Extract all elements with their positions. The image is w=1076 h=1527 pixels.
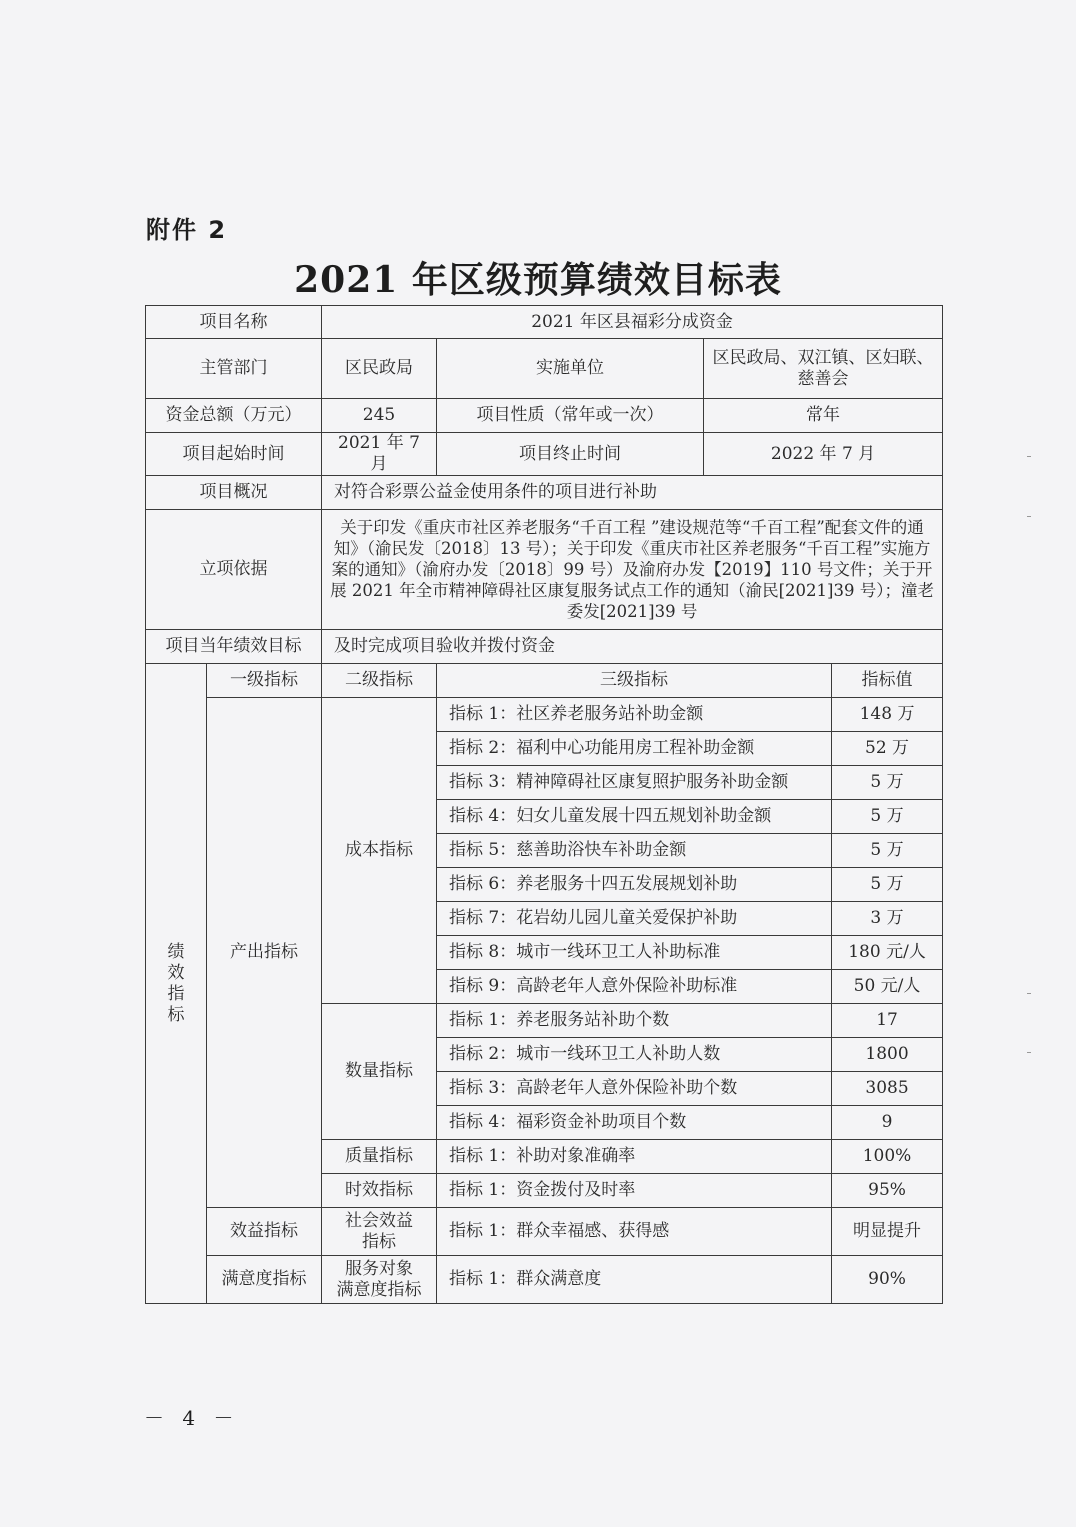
social-benefit-line1: 社会效益 [345, 1210, 413, 1231]
indicator-value: 5 万 [832, 800, 943, 834]
indicator-name: 指标 2：城市一线环卫工人补助人数 [437, 1038, 832, 1072]
dept-value: 区民政局 [322, 339, 437, 399]
service-satisfaction-label [322, 1256, 437, 1304]
page-number: － 4 － [144, 1406, 240, 1430]
indicator-value: 148 万 [832, 698, 943, 732]
satisfaction-indicator-label: 满意度指标 [207, 1256, 322, 1304]
overview-value: 对符合彩票公益金使用条件的项目进行补助 [322, 476, 943, 510]
indicator-value: 明显提升 [832, 1208, 943, 1256]
nature-value: 常年 [704, 399, 943, 433]
indicator-name: 指标 1：社区养老服务站补助金额 [437, 698, 832, 732]
end-label: 项目终止时间 [437, 433, 704, 476]
indicator-value: 5 万 [832, 834, 943, 868]
indicator-value: 5 万 [832, 868, 943, 902]
scan-mark [1027, 516, 1031, 517]
row-overview [146, 476, 943, 510]
indicator-name: 指标 4：妇女儿童发展十四五规划补助金额 [437, 800, 832, 834]
row-department [146, 339, 943, 399]
project-name-label: 项目名称 [146, 306, 322, 339]
start-label: 项目起始时间 [146, 433, 322, 476]
perf-char: 标 [167, 1004, 185, 1025]
nature-label: 项目性质（常年或一次） [437, 399, 704, 433]
indicator-value: 50 元/人 [832, 970, 943, 1004]
indicator-value: 1800 [832, 1038, 943, 1072]
perf-char: 效 [167, 962, 185, 983]
benefit-indicator-label: 效益指标 [207, 1208, 322, 1256]
impl-value-line2: 慈善会 [797, 368, 849, 389]
social-benefit-line2: 指标 [362, 1231, 396, 1252]
goal-label: 项目当年绩效目标 [146, 630, 322, 664]
indicator-name: 指标 3：精神障碍社区康复照护服务补助金额 [437, 766, 832, 800]
indicator-value: 3 万 [832, 902, 943, 936]
perf-char: 指 [167, 983, 185, 1004]
funds-value: 245 [322, 399, 437, 433]
indicator-name: 指标 6：养老服务十四五发展规划补助 [437, 868, 832, 902]
table-row [146, 698, 943, 732]
indicator-value: 100% [832, 1140, 943, 1174]
header-level1: 一级指标 [207, 664, 322, 698]
table-row [146, 1256, 943, 1304]
quality-indicator-label: 质量指标 [322, 1140, 437, 1174]
indicator-name: 指标 9：高龄老年人意外保险补助标准 [437, 970, 832, 1004]
indicator-name: 指标 5：慈善助浴快车补助金额 [437, 834, 832, 868]
goal-value: 及时完成项目验收并拨付资金 [322, 630, 943, 664]
basis-label: 立项依据 [146, 510, 322, 630]
timeliness-indicator-label: 时效指标 [322, 1174, 437, 1208]
row-goal [146, 630, 943, 664]
project-name-value: 2021 年区县福彩分成资金 [322, 306, 943, 339]
indicator-value: 9 [832, 1106, 943, 1140]
indicator-name: 指标 1：群众幸福感、获得感 [437, 1208, 832, 1256]
indicator-value: 52 万 [832, 732, 943, 766]
impl-label: 实施单位 [437, 339, 704, 399]
service-satisfaction-line1: 服务对象 [345, 1258, 413, 1279]
header-value: 指标值 [832, 664, 943, 698]
impl-value [704, 339, 943, 399]
indicator-header-row [146, 664, 943, 698]
overview-label: 项目概况 [146, 476, 322, 510]
row-funds [146, 399, 943, 433]
start-value: 2021 年 7 月 [322, 433, 437, 476]
header-level2: 二级指标 [322, 664, 437, 698]
header-level3: 三级指标 [437, 664, 832, 698]
indicator-name: 指标 7：花岩幼儿园儿童关爱保护补助 [437, 902, 832, 936]
output-indicator-label: 产出指标 [207, 698, 322, 1208]
indicator-value: 5 万 [832, 766, 943, 800]
document-title: 2021 年区级预算绩效目标表 [294, 259, 782, 301]
row-basis [146, 510, 943, 630]
row-project-name [146, 306, 943, 339]
quantity-indicator-label: 数量指标 [322, 1004, 437, 1140]
indicator-name: 指标 8：城市一线环卫工人补助标准 [437, 936, 832, 970]
indicator-name: 指标 2：福利中心功能用房工程补助金额 [437, 732, 832, 766]
cost-indicator-label: 成本指标 [322, 698, 437, 1004]
dept-label: 主管部门 [146, 339, 322, 399]
indicator-name: 指标 1：群众满意度 [437, 1256, 832, 1304]
table-row [146, 1208, 943, 1256]
performance-indicator-label [146, 664, 207, 1304]
scan-mark [1027, 993, 1031, 994]
end-value: 2022 年 7 月 [704, 433, 943, 476]
service-satisfaction-line2: 满意度指标 [336, 1279, 422, 1300]
indicator-name: 指标 4：福彩资金补助项目个数 [437, 1106, 832, 1140]
funds-label: 资金总额（万元） [146, 399, 322, 433]
indicator-value: 3085 [832, 1072, 943, 1106]
social-benefit-label [322, 1208, 437, 1256]
performance-target-table [145, 305, 943, 1304]
indicator-name: 指标 3：高龄老年人意外保险补助个数 [437, 1072, 832, 1106]
indicator-value: 95% [832, 1174, 943, 1208]
indicator-name: 指标 1：养老服务站补助个数 [437, 1004, 832, 1038]
indicator-name: 指标 1：补助对象准确率 [437, 1140, 832, 1174]
attachment-label: 附件 2 [146, 216, 228, 244]
basis-value: 关于印发《重庆市社区养老服务“千百工程 ”建设规范等“千百工程”配套文件的通知》（渝民发〔2018〕13 号）；关于印发《重庆市社区养老服务“千百工程”实施方案的通知》（渝府办发〔2018〕99 号）及渝府办发【2019】110 号文件；关于开展 2021 年全市精神障碍社区康复服务试点工作的通知（渝民[2021]39 号）；潼老委发[2021]39 号 [322, 510, 943, 630]
row-period [146, 433, 943, 476]
perf-char: 绩 [167, 941, 185, 962]
indicator-value: 17 [832, 1004, 943, 1038]
scan-mark [1027, 456, 1031, 457]
indicator-value: 90% [832, 1256, 943, 1304]
indicator-value: 180 元/人 [832, 936, 943, 970]
scan-mark [1027, 1052, 1031, 1053]
impl-value-line1: 区民政局、双江镇、区妇联、 [712, 347, 934, 368]
indicator-name: 指标 1：资金拨付及时率 [437, 1174, 832, 1208]
